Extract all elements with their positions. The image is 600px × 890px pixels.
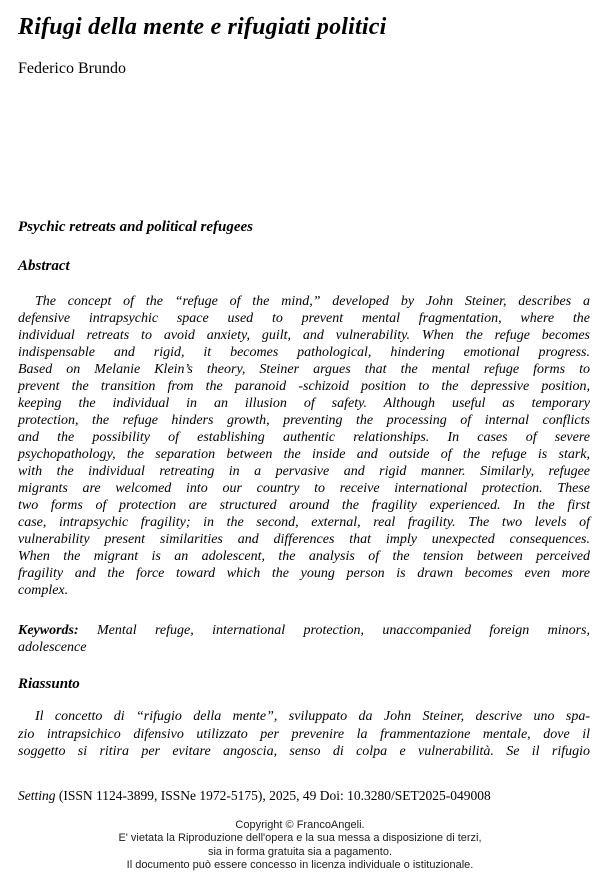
riassunto-heading: Riassunto (18, 676, 80, 692)
keywords-paragraph (18, 622, 590, 656)
text-line: prevent the transition from the paranoid -schizoid position to the depressive position, (18, 379, 590, 394)
text-line: Copyright © FrancoAngeli. (235, 818, 365, 831)
keywords-text: Mental refuge, international protection, unaccompanied foreign minors, (97, 623, 591, 638)
text-line: individual retreats to avoid anxiety, guilt, and vulnerability. When the refuge becomes (18, 328, 590, 343)
keywords-label: Keywords: (18, 623, 79, 638)
author-name: Federico Brundo (18, 60, 126, 77)
text-line: zio intrapsichico difensivo utilizzato per prevenire la frammentazione mentale, dove il (18, 726, 590, 742)
text-line: two forms of protection are structured around the fragility experienced. In the first (18, 498, 590, 513)
text-line: adolescence (18, 640, 87, 655)
text-line: Il documento può essere concesso in licenza individuale o istituzionale. (126, 859, 474, 871)
text-line: psychopathology, the separation between the inside and outside of the refuge is stark, (18, 447, 590, 462)
text-line: vulnerability present similarities and differences that imply unexpected consequences. (18, 532, 590, 547)
journal-info-line (18, 787, 590, 804)
text-line: protection, the refuge hinders growth, preventing the processing of internal conflicts (18, 413, 590, 428)
text-line: migrants are welcomed into our country to receive international protection. These (18, 481, 590, 496)
text-line (18, 622, 590, 639)
text-line: soggetto si ritira per evitare angoscia, senso di colpa e vulnerabilità. Se il rifugio (18, 744, 590, 759)
article-title: Rifugi della mente e rifugiati politici (18, 14, 387, 40)
text-line: keeping the individual in an illusion of safety. Although useful as temporary (18, 396, 590, 411)
text-line: Il concetto di “rifugio della mente”, sviluppato da John Steiner, descrive uno spa- (35, 709, 590, 724)
text-line: fragility and the force toward which the young person is drawn becomes even more (18, 566, 590, 581)
text-line: E' vietata la Riproduzione dell'opera e la sua messa a disposizione di terzi, (118, 832, 482, 844)
text-line: defensive intrapsychic space used to prevent mental fragmentation, where the (18, 311, 590, 326)
text-line: sia in forma gratuita sia a pagamento. (207, 845, 393, 858)
riassunto-paragraph (18, 708, 590, 761)
text-line: case, intrapsychic fragility; in the second, external, real fragility. The two levels of (18, 515, 590, 530)
abstract-paragraph (18, 293, 590, 599)
journal-issue-doi: (ISSN 1124-3899, ISSNe 1972-5175), 2025, 49 Doi: 10.3280/SET2025-049008 (58, 787, 491, 803)
text-line: The concept of the “refuge of the mind,” developed by John Steiner, describes a (35, 294, 590, 309)
abstract-heading: Abstract (18, 258, 70, 274)
text-line: indispensable and rigid, it becomes pathological, hindering emotional progress. (18, 345, 590, 360)
text-line: and the possibility of establishing authentic relationships. In cases of severe (18, 430, 590, 445)
text-line: with the individual retreating in a pervasive and rigid manner. Similarly, refugee (18, 464, 590, 479)
copyright-block (0, 819, 600, 873)
text-line: When the migrant is an adolescent, the analysis of the tension between perceived (18, 549, 590, 564)
text-line: complex. (18, 583, 69, 598)
section-heading-english: Psychic retreats and political refugees (18, 219, 253, 235)
journal-name: Setting (18, 787, 56, 803)
text-line: Based on Melanie Klein’s theory, Steiner argues that the mental refuge forms to (18, 362, 590, 377)
